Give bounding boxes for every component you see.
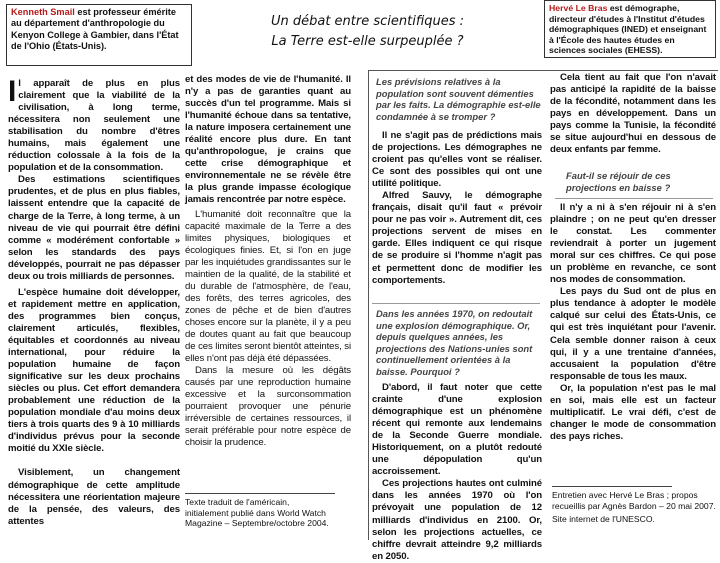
col4-paragraph-3: Les pays du Sud ont de plus en plus tendance à adopter le modèle calqué sur celui des États-Unis, ce qui est très inquiétant pour l'avenir. Cela semble donner raison à ceux qui, il y a une trentaine d'années, accusaient la population d'être responsable de tous les maux. [550,286,716,382]
col3-paragraph-2: Alfred Sauvy, le démographe français, disait qu'il faut « prévoir pour ne pas voir ». Autrement dit, ces projections servent de mises en garde. Elles indiquent ce qui risque de se produire si l'homme n'agit pas et permettent donc de modifier les comportements. [372,190,542,286]
col4-paragraph-4: Or, la population n'est pas le mal en soi, mais elle est un facteur multiplicatif. Le vrai défi, c'est de changer le mode de consommation des pays riches. [550,382,716,442]
col4-paragraph-2: Il n'y a ni à s'en réjouir ni à s'en plaindre ; on ne peut qu'en dresser le constat. Les commenter reviendrait à porter un jugement moral sur ces chiffres. Ce qui pose un problème en revanche, ce sont nos modes de consommation. [550,202,716,286]
article-lebras-col-2 [372,382,542,562]
credit-lebras-line-2: Site internet de l'UNESCO. [552,514,655,524]
bio-text-smail: est professeur émérite au département d'anthropologie du Kenyon College à Gambier, dans l'État de l'Ohio (États-Unis). [11,7,179,52]
bio-box-lebras [544,0,716,58]
credit-lebras [552,490,716,538]
col3-paragraph-1: Il ne s'agit pas de prédictions mais de projections. Les démographes ne croient pas qu'elles vont se réaliser. Ce sont des possibles qui ont une utilité politique. [372,130,542,190]
question-2: Dans les années 1970, on redoutait une explosion démographique. Or, depuis quelques années, les projections des Nations-unies sont continuellement orientées à la baisse. Pourquoi ? [376,308,533,377]
col1-paragraph-2: Des estimations scientifiques prudentes, et de plus en plus fiables, laissent entendre que la capacité de charge de la Terre, à long terme, à un niveau de vie qui pourrait être défini comme « modérément confortable » selon les standards des pays développés, pourrait ne pas dépasser deux ou trois milliards de personnes. [8,174,180,282]
bio-name-lebras: Hervé Le Bras [549,3,608,13]
col1-paragraph-3: L'espèce humaine doit développer, et rapidement mettre en application, des programmes bien conçus, clairement articulés, flexibles, équitables et coordonnés au niveau international, pour réduire la population humaine de façon significative sur les deux prochains siècles ou plus. Cet effort demandera probablement une réduction de la population mondiale d'au moins deux tiers à trois quarts des 9 à 10 milliards d'individus prévus pour la seconde moitié du XXIe siècle. [8,286,180,455]
dropcap-letter: I [8,75,17,108]
col1-paragraph-4: Visiblement, un changement démographique de cette amplitude nécessitera une réorientation majeure de la pensée, des valeurs, des attentes [8,467,180,527]
divider-q3 [555,198,713,199]
title-line-2: La Terre est-elle surpeuplée ? [271,34,464,49]
bio-name-smail: Kenneth Smail [11,7,75,17]
article-lebras-col-3 [550,72,716,164]
bio-box-smail [6,4,192,66]
article-smail-col-2 [185,74,351,474]
col4-paragraph-1: Cela tient au fait que l'on n'avait pas anticipé la rapidité de la baisse de la fécondité, notamment dans les pays en développement. Dans un pays comme la Tunisie, la fécondité se situe aujourd'hui en dessous de deux enfants par femme. [550,72,716,156]
question-3: Faut-il se réjouir de ces projections en baisse ? [566,170,671,193]
divider-q2 [372,303,540,304]
col3-paragraph-3: D'abord, il faut noter que cette crainte d'une explosion démographique est un phénomène récent qui remonte aux lendemains de la Seconde Guerre mondiale. Historiquement, on a plutôt redouté une dépopulation qu'un accroissement. [372,382,542,478]
question-1: Les prévisions relatives à la population sont souvent démenties par les faits. La démographie est-elle condamnée à se tromper ? [376,76,541,122]
credit-smail: Texte traduit de l'américain, initialement publié dans World Watch Magazine – Septembre/octobre 2004. [185,497,329,528]
bio-text-lebras: est démographe, directeur d'études à l'Institut d'études démographiques (INED) et enseignant à l'École des hautes études en sciences sociales (EHESS). [549,3,707,56]
slide-title [255,12,480,52]
col2-paragraph-1: et des modes de vie de l'humanité. Il n'y a pas de garanties quant au succès d'un tel programme. Mais si l'humanité échoue dans sa tentative, la nature imposera certainement une réalité encore plus dure. En tant qu'anthropologue, je crains que cette crise démographique et environnementale ne se révèle être la plus grande impasse écologique jamais rencontrée par notre espèce. [185,74,351,206]
title-line-1: Un débat entre scientifiques : [270,14,465,29]
col3-paragraph-4: Ces projections hautes ont culminé dans les années 1970 où l'on prévoyait une population de 12 milliards d'individus en 2100. Or, selon les projections actuelles, ce chiffre devrait atteindre 9,2 milliards en 2050. [372,478,542,562]
credit-lebras-line-1: Entretien avec Hervé Le Bras ; propos recueillis par Agnès Bardon – 20 mai 2007. [552,490,716,511]
col2-paragraph-3: Dans la mesure où les dégâts causés par une reproduction humaine excessive et la surconsommation pourraient provoquer une pénurie irréversible de certaines ressources, il serait préférable pour notre espèce de choisir la prudence. [185,365,351,449]
article-lebras-col-1 [372,130,542,300]
article-smail-col-1 [8,75,180,540]
col2-paragraph-2: L'humanité doit reconnaître que la capacité maximale de la Terre a des limites physiques, biologiques et écologiques finies. Et, si l'on en juge par les inquiétudes grandissantes sur le maintien de la qualité, de la stabilité et du durable de l'atmosphère, de l'eau, des forêts, des terres agricoles, des zones de pêche et de bien d'autres choses encore sur la planète, il y a peu de doutes quant au fait que beaucoup de ces limites seront bientôt atteintes, si elles n'ont pas déjà été dépassées. [185,208,351,365]
article-lebras-col-4 [550,202,716,484]
credit-rule-lebras [552,486,672,487]
credit-rule-smail [185,493,335,494]
col1-paragraph-1: l apparaît de plus en plus clairement que la viabilité de la civilisation, à long terme, nécessitera non seulement une stabilisation du nombre d'êtres humains, mais également une réduction colossale à la fois de la population et de la consommation. [8,78,180,174]
